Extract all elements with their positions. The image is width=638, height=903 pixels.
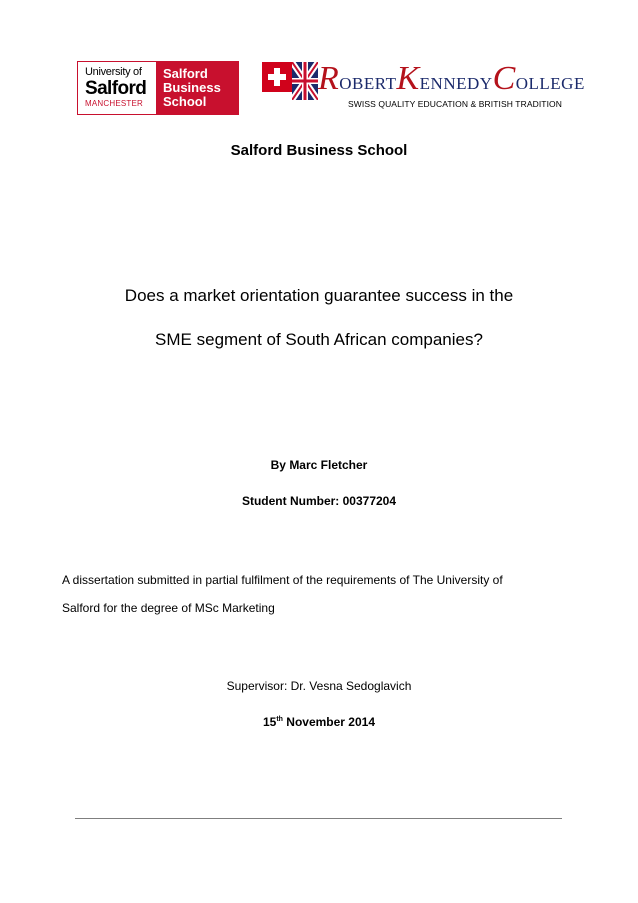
school-title: Salford Business School [230,142,408,159]
business-school-block [156,62,238,114]
school-line-1: Salford [163,66,208,81]
university-of-salford-logo [77,61,239,115]
dissertation-title-line-1: Does a market orientation guarantee success in the [124,286,514,305]
school-line-3: School [163,94,207,109]
university-wordmark [78,62,156,114]
submission-statement-line-1: A dissertation submitted in partial fulfilment of the requirements of The University of [62,573,503,587]
british-flag-icon [292,62,318,100]
submission-date: 15th November 2014 [262,715,376,729]
salford-text: Salford [85,78,147,99]
robert-kennedy-college-wordmark: ROBERTKENNEDYCOLLEGE [318,60,585,97]
school-line-2: Business [163,80,221,95]
footer-divider [75,818,562,819]
manchester-text: MANCHESTER [85,99,144,108]
submission-statement-line-2: Salford for the degree of MSc Marketing [62,601,275,615]
rkc-tagline: SWISS QUALITY EDUCATION & BRITISH TRADITION [348,99,562,109]
dissertation-title-line-2: SME segment of South African companies? [155,330,483,349]
author-name: By Marc Fletcher [270,458,368,472]
student-number: Student Number: 00377204 [241,494,397,508]
swiss-flag-icon [262,62,292,92]
supervisor: Supervisor: Dr. Vesna Sedoglavich [226,679,412,693]
university-of-text: University of [85,66,142,78]
